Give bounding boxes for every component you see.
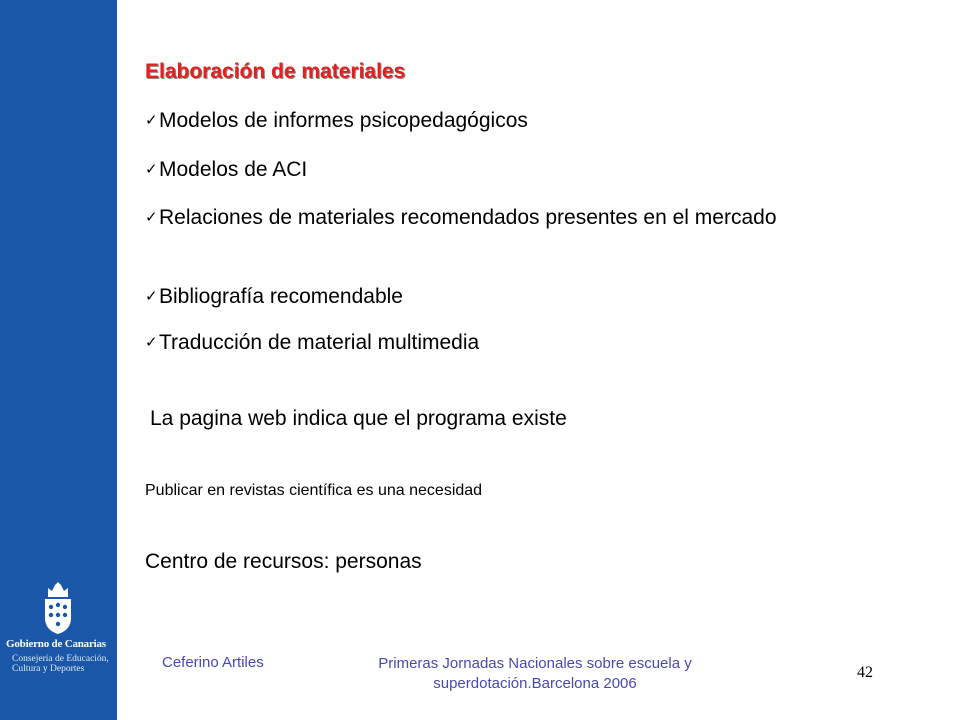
coat-of-arms-icon [40, 580, 76, 636]
checklist-item-text: Modelos de ACI [159, 158, 308, 181]
sidebar [0, 0, 117, 720]
checklist-item-text: Modelos de informes psicopedagógicos [159, 109, 528, 132]
checklist-item [145, 330, 865, 356]
statement-resources: Centro de recursos: personas [145, 550, 422, 573]
footer-author: Ceferino Artiles [162, 654, 264, 671]
check-icon: ✓ [145, 334, 158, 351]
checklist-item [145, 108, 865, 134]
checklist-item-text: Bibliografía recomendable [159, 285, 403, 308]
logo-subtitle-line2: Cultura y Deportes [12, 664, 85, 674]
statement-journals: Publicar en revistas científica es una necesidad [145, 482, 483, 499]
check-icon: ✓ [145, 288, 158, 305]
check-icon: ✓ [145, 209, 158, 226]
slide-title: Elaboración de materiales [145, 60, 406, 83]
logo-subtitle [12, 654, 116, 674]
statement-web: La pagina web indica que el programa existe [150, 407, 567, 430]
checklist-item [145, 284, 865, 310]
logo-name: Gobierno de Canarias [6, 638, 106, 650]
logo-subtitle-line1: Consejería de Educación, [12, 654, 109, 664]
footer-event: Primeras Jornadas Nacionales sobre escuela y superdotación.Barcelona 2006 [378, 655, 692, 692]
check-icon: ✓ [145, 112, 158, 129]
check-icon: ✓ [145, 161, 158, 178]
checklist-item [145, 205, 865, 231]
checklist-item [145, 157, 865, 183]
government-logo [6, 580, 116, 690]
page-number: 42 [857, 664, 873, 681]
checklist-item-text: Traducción de material multimedia [159, 331, 480, 354]
checklist-item-text: Relaciones de materiales recomendados presentes en el mercado [159, 206, 777, 229]
